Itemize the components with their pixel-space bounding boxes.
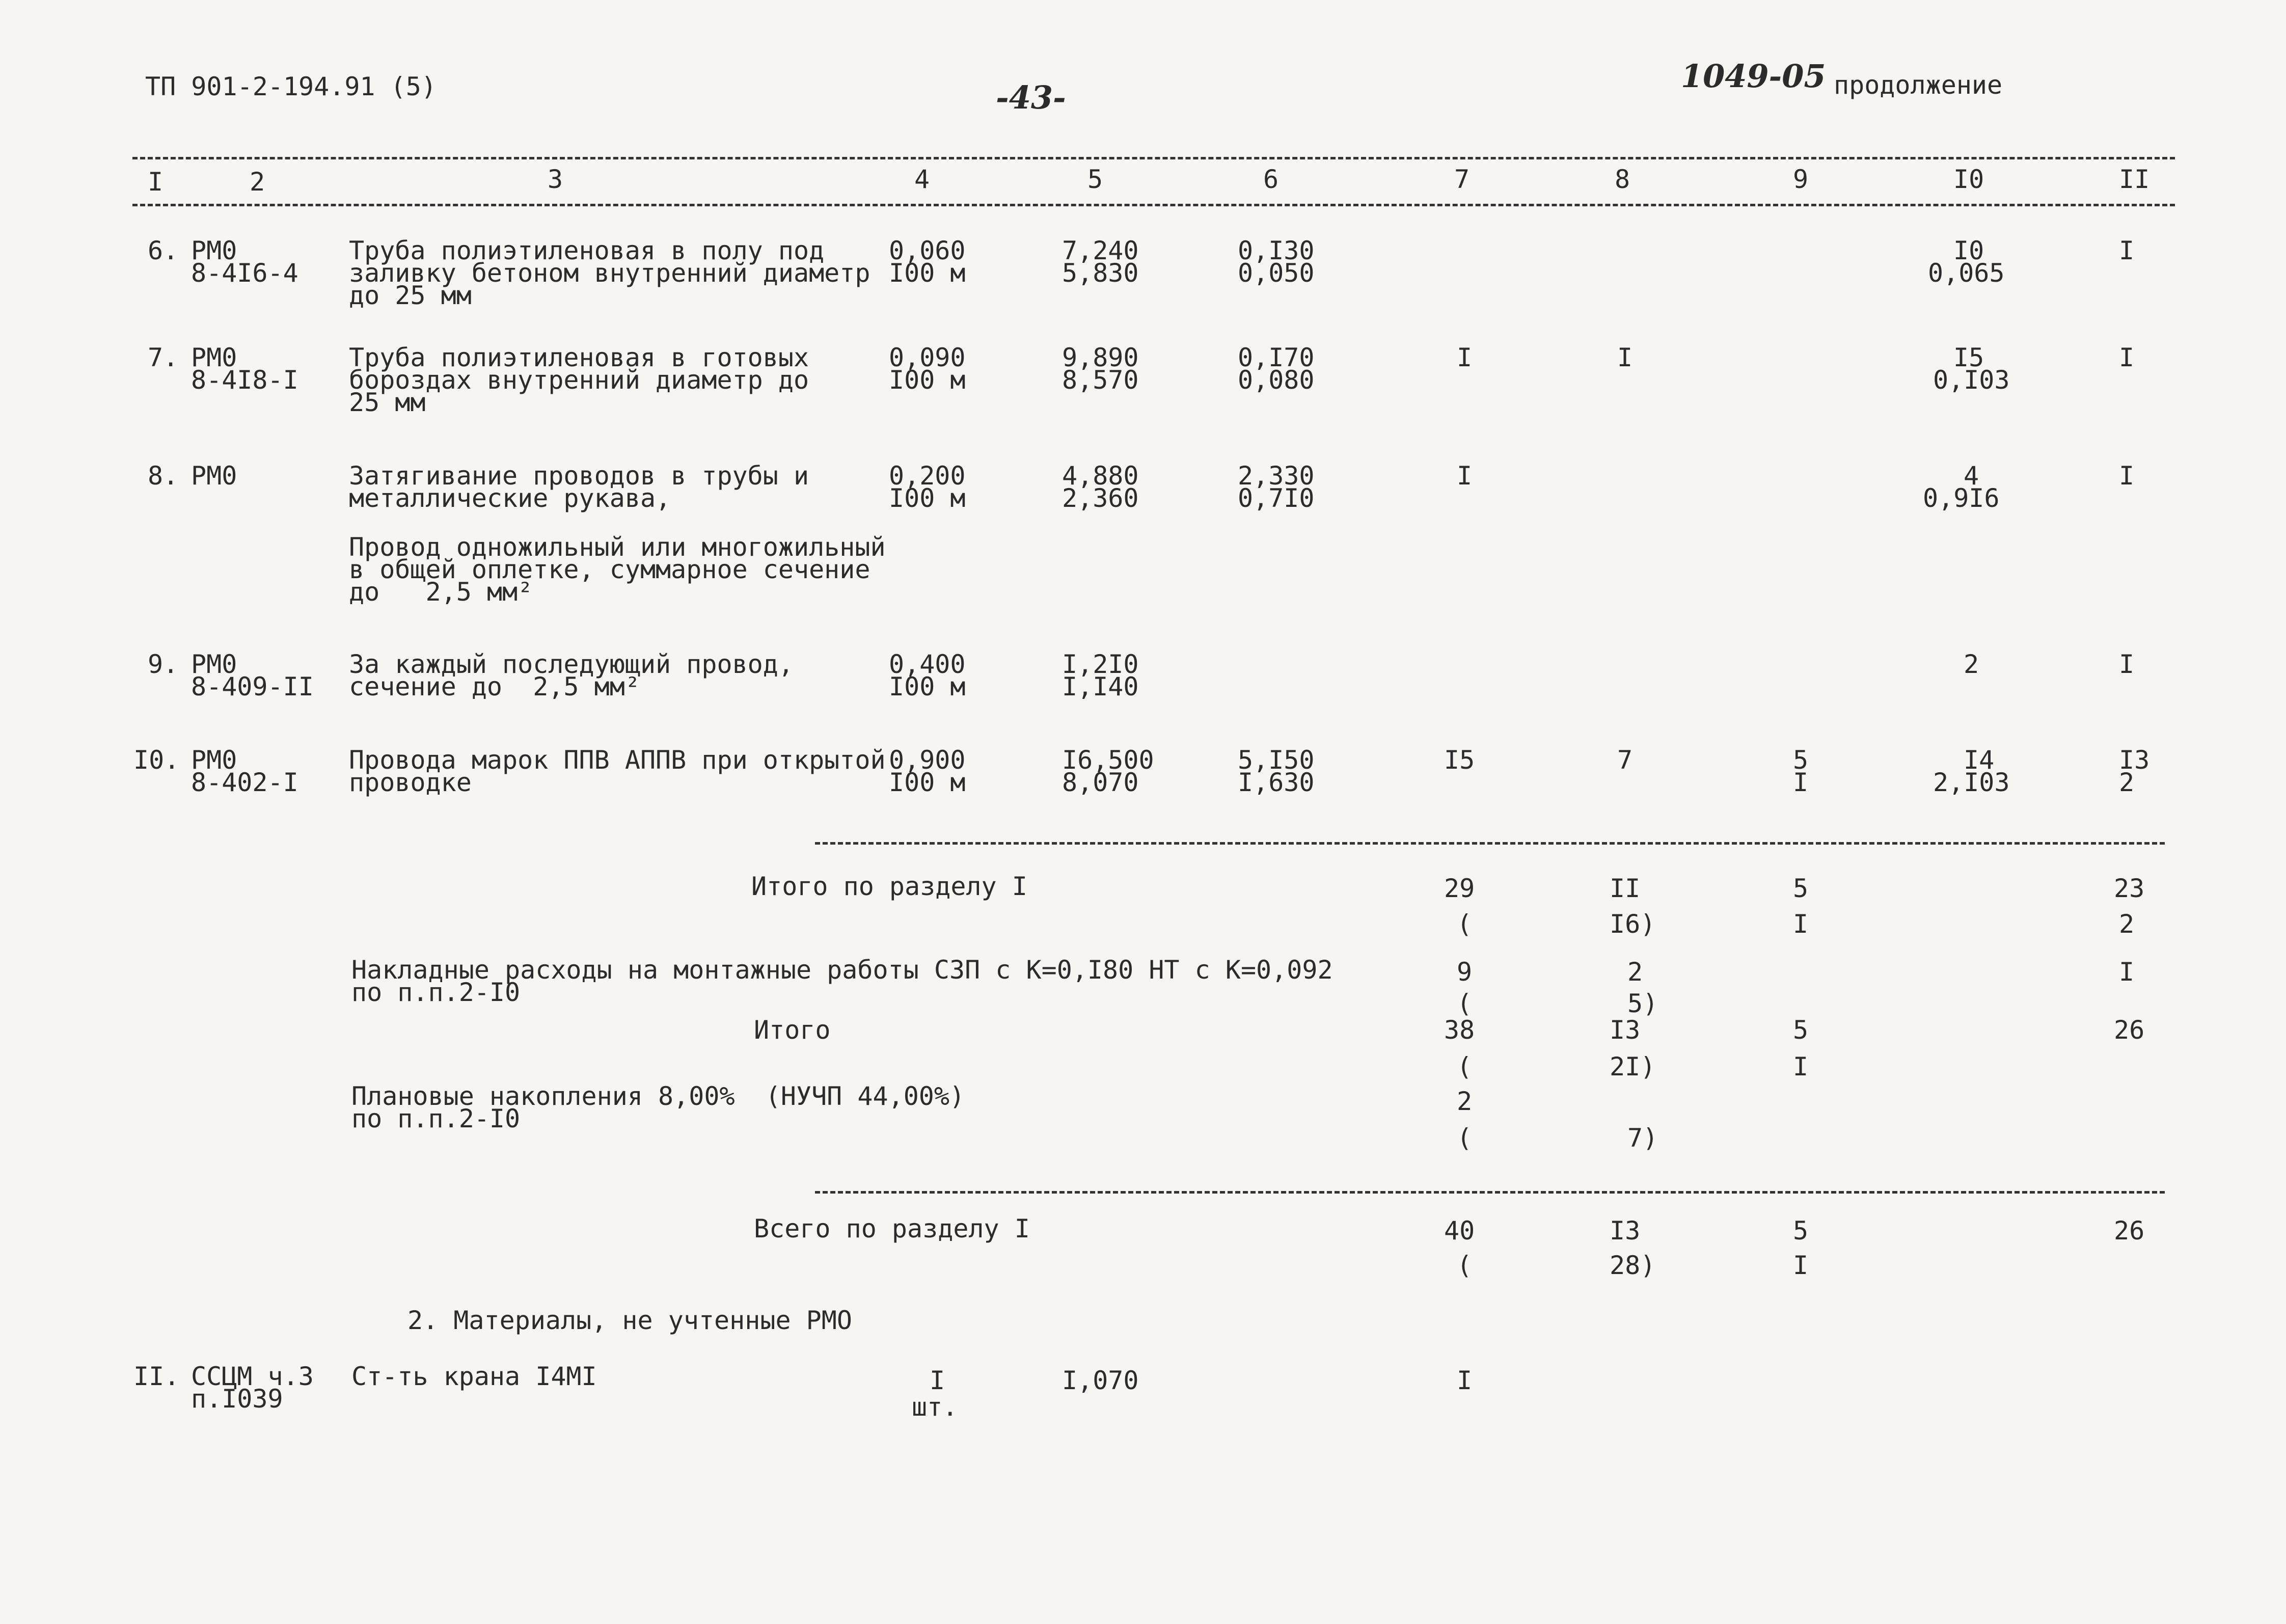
row-number: 8. [148, 461, 179, 491]
cell-c8: 2 [1627, 957, 1643, 987]
row-description: 25 мм [349, 388, 426, 417]
overhead-label: по п.п.2-I0 [351, 978, 521, 1007]
cell-c4: 0,400 [889, 649, 966, 679]
cell-c7: ( [1457, 1251, 1473, 1280]
cell-c4: I00 м [889, 672, 966, 701]
cell-c8: I3 [1610, 1216, 1641, 1246]
cell-c4: I00 м [889, 258, 966, 288]
cell-c11: I [2119, 343, 2135, 372]
cell-c11: I [2119, 236, 2135, 265]
cell-c4: I00 м [889, 483, 966, 513]
cell-c6: 2,330 [1238, 461, 1315, 491]
row-code: РМ0 [191, 343, 237, 372]
cell-c11: 26 [2114, 1015, 2145, 1045]
cell-c7: ( [1457, 1123, 1473, 1153]
cell-c7: 38 [1444, 1015, 1475, 1045]
cell-c11: 26 [2114, 1216, 2145, 1246]
cell-c8: I6) [1610, 909, 1656, 939]
row-description: заливку бетоном внутренний диаметр [349, 258, 870, 288]
overhead-label: Накладные расходы на монтажные работы СЗП с К=0,I80 НТ с К=0,092 [351, 955, 1333, 985]
row-description: Затягивание проводов в трубы и [349, 461, 809, 491]
cell-c5: I6,500 [1062, 745, 1154, 775]
cell-c6: I,630 [1238, 768, 1315, 797]
cell-c7: I5 [1444, 745, 1475, 775]
cell-c11: I [2119, 461, 2135, 491]
planned-label: Плановые накопления 8,00% (НУЧП 44,00%) [351, 1081, 965, 1111]
column-header: 9 [1793, 165, 1809, 194]
column-header: I [148, 167, 164, 197]
cell-c5: 4,880 [1062, 461, 1139, 491]
cell-c8: 2I) [1610, 1052, 1656, 1081]
row-description: бороздах внутренний диаметр до [349, 365, 809, 395]
cell-c11: 2 [2119, 768, 2135, 797]
cell-c8: 7 [1617, 745, 1633, 775]
cell-c10: 2,I03 [1933, 768, 2010, 797]
column-header: II [2119, 165, 2150, 194]
cell-c5: 5,830 [1062, 258, 1139, 288]
cell-c7: 2 [1457, 1087, 1473, 1116]
cell-c7: I [1457, 461, 1473, 491]
cell-c9: I [1793, 1052, 1809, 1081]
cell-c8: I [1617, 343, 1633, 372]
cell-c11: I3 [2119, 745, 2150, 775]
cell-c6: 0,7I0 [1238, 483, 1315, 513]
column-header: 6 [1263, 165, 1279, 194]
column-header: I0 [1953, 165, 1984, 194]
cell-c8: II [1610, 874, 1641, 903]
row-description: сечение до 2,5 мм² [349, 672, 640, 701]
cell-c4: 0,200 [889, 461, 966, 491]
cell-c10: 0,9I6 [1923, 483, 2000, 513]
row-description: Провода марок ППВ АППВ при открытой [349, 745, 886, 775]
cell-c9: 5 [1793, 1015, 1809, 1045]
row-code: 8-402-I [191, 768, 298, 797]
row-code: 8-409-II [191, 672, 314, 701]
cell-c5: I,I40 [1062, 672, 1139, 701]
cell-c11: 2 [2119, 909, 2135, 939]
cell-c7: 40 [1444, 1216, 1475, 1246]
row-number: I0. [133, 745, 180, 775]
cell-c11: I [2119, 957, 2135, 987]
cell-c9: I [1793, 909, 1809, 939]
row-description: Ст-ть крана I4МI [351, 1362, 597, 1391]
row-description-sub: в общей оплетке, суммарное сечение [349, 555, 870, 584]
row-code: ССЦМ ч.3 [191, 1362, 314, 1391]
column-header: 7 [1454, 165, 1470, 194]
cell-c10: 0,065 [1928, 258, 2005, 288]
cell-c5: 8,070 [1062, 768, 1139, 797]
cell-c10: I4 [1964, 745, 1995, 775]
cell-c8: 5) [1627, 989, 1658, 1018]
section-heading: 2. Материалы, не учтенные РМО [407, 1306, 852, 1335]
cell-c5: 9,890 [1062, 343, 1139, 372]
cell-c7: ( [1457, 1052, 1473, 1081]
cell-c9: 5 [1793, 874, 1809, 903]
row-number: 7. [148, 343, 179, 372]
cell-c10: 0,I03 [1933, 365, 2010, 395]
row-description-sub: до 2,5 мм² [349, 577, 533, 607]
row-description: проводке [349, 768, 472, 797]
column-header: 4 [914, 165, 930, 194]
cell-c11: 23 [2114, 874, 2145, 903]
cell-c5: I,2I0 [1062, 649, 1139, 679]
cell-c4: I [930, 1366, 945, 1395]
cell-c8: 28) [1610, 1251, 1656, 1280]
row-number: 9. [148, 649, 179, 679]
totals-separator [815, 842, 2165, 845]
row-code: РМ0 [191, 461, 237, 491]
row-number: 6. [148, 236, 179, 265]
header-bottom-rule [132, 204, 2175, 206]
document-code: ТП 901-2-194.91 (5) [145, 72, 437, 101]
cell-c8: 7) [1627, 1123, 1658, 1153]
cell-c7: 29 [1444, 874, 1475, 903]
grand-total-label: Всего по разделу I [754, 1214, 1030, 1243]
row-description: За каждый последующий провод, [349, 649, 794, 679]
cell-c6: 0,I70 [1238, 343, 1315, 372]
row-number: II. [133, 1362, 180, 1391]
cell-c10: I5 [1953, 343, 1984, 372]
cell-c7: I [1457, 1366, 1473, 1395]
cell-c9: 5 [1793, 1216, 1809, 1246]
cell-c11: I [2119, 649, 2135, 679]
page-number: -43- [996, 79, 1066, 116]
cell-c6: 0,080 [1238, 365, 1315, 395]
row-code: РМ0 [191, 649, 237, 679]
cell-c7: I [1457, 343, 1473, 372]
cell-c9: 5 [1793, 745, 1809, 775]
row-description: металлические рукава, [349, 483, 671, 513]
row-code: п.I039 [191, 1384, 283, 1414]
cell-c9: I [1793, 768, 1809, 797]
column-header: 3 [548, 165, 563, 194]
cell-c6: 5,I50 [1238, 745, 1315, 775]
row-description: до 25 мм [349, 281, 472, 310]
cell-c5: 2,360 [1062, 483, 1139, 513]
cell-c9: I [1793, 1251, 1809, 1280]
row-code: РМ0 [191, 236, 237, 265]
section-total-label: Итого по разделу I [751, 872, 1027, 901]
cell-c6: 0,I30 [1238, 236, 1315, 265]
cell-c5: I,070 [1062, 1366, 1139, 1395]
cell-c10: I0 [1953, 236, 1984, 265]
row-code: 8-4I8-I [191, 365, 298, 395]
cell-c7: 9 [1457, 957, 1473, 987]
cell-c4: шт. [912, 1392, 958, 1422]
header-top-rule [132, 157, 2175, 159]
cell-c5: 8,570 [1062, 365, 1139, 395]
cell-c5: 7,240 [1062, 236, 1139, 265]
cell-c8: I3 [1610, 1015, 1641, 1045]
cell-c10: 2 [1964, 649, 1979, 679]
row-description: Труба полиэтиленовая в полу под [349, 236, 825, 265]
cell-c4: 0,090 [889, 343, 966, 372]
column-header: 2 [250, 167, 265, 197]
row-code: РМ0 [191, 745, 237, 775]
document-number: 1049-05 [1681, 58, 1826, 95]
continuation-label: продолжение [1834, 70, 2003, 100]
row-description-sub: Провод одножильный или многожильный [349, 532, 886, 562]
subtotal-label: Итого [754, 1015, 831, 1045]
cell-c10: 4 [1964, 461, 1979, 491]
cell-c4: 0,060 [889, 236, 966, 265]
column-header: 5 [1087, 165, 1103, 194]
cell-c4: I00 м [889, 365, 966, 395]
cell-c4: 0,900 [889, 745, 966, 775]
column-header: 8 [1615, 165, 1630, 194]
cell-c7: ( [1457, 909, 1473, 939]
planned-label: по п.п.2-I0 [351, 1104, 521, 1133]
cell-c6: 0,050 [1238, 258, 1315, 288]
row-description: Труба полиэтиленовая в готовых [349, 343, 809, 372]
grand-total-separator [815, 1191, 2165, 1194]
cell-c7: ( [1457, 989, 1473, 1018]
row-code: 8-4I6-4 [191, 258, 298, 288]
cell-c4: I00 м [889, 768, 966, 797]
